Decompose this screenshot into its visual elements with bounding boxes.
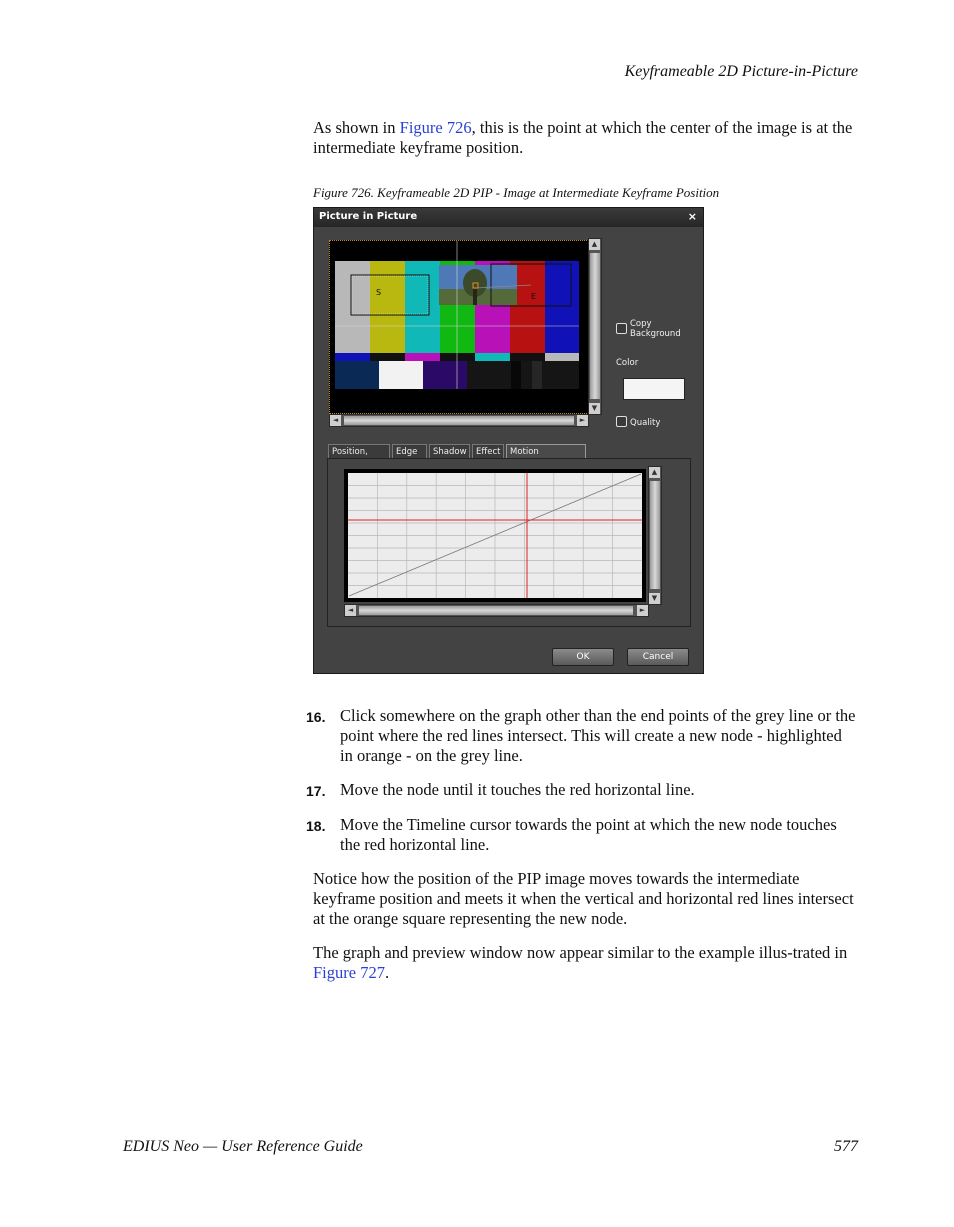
close-icon[interactable]: × (687, 210, 697, 223)
scroll-right-icon[interactable]: ► (577, 415, 588, 426)
quality-label: Quality (630, 418, 661, 428)
graph-scroll-left-icon[interactable]: ◄ (345, 605, 356, 616)
step-number: 17. (306, 783, 326, 799)
color-bars-preview (330, 241, 588, 413)
intro-text-after: , this is the point at which the center of the image is at the intermediate keyframe position. (313, 118, 853, 157)
preview-hscrollbar[interactable] (329, 414, 589, 427)
step-number: 16. (306, 709, 326, 725)
tab-motion-keyframe[interactable]: Motion (506, 444, 586, 458)
step-17 (306, 780, 858, 800)
keyframe-graph-frame (344, 469, 646, 602)
tab-shadow[interactable]: Shadow (429, 444, 470, 458)
hscroll-thumb[interactable] (344, 416, 574, 425)
graph-hscroll-thumb[interactable] (359, 606, 633, 615)
figure-727-link[interactable]: Figure 727 (313, 963, 385, 982)
graph-scroll-up-icon[interactable]: ▲ (649, 467, 660, 478)
closing-text-before: The graph and preview window now appear similar to the example illus-trated in (313, 943, 848, 962)
preview-window[interactable] (329, 240, 589, 414)
intro-paragraph (313, 118, 858, 158)
start-marker: S (376, 288, 382, 297)
tab-edge[interactable]: Edge (392, 444, 427, 458)
step-text: Move the node until it touches the red horizontal line. (340, 780, 695, 799)
graph-vscroll-thumb[interactable] (650, 481, 660, 589)
color-label: Color (616, 358, 639, 368)
figure-726-link[interactable]: Figure 726 (399, 118, 472, 137)
step-text: Move the Timeline cursor towards the point at which the new node touches the red horizontal line. (340, 815, 837, 854)
notice-paragraph: Notice how the position of the PIP image moves towards the intermediate keyframe position and meets it when the vertical and horizontal red lines intersect at the orange square representing the new node. (313, 869, 854, 928)
running-header: Keyframeable 2D Picture-in-Picture (624, 63, 858, 80)
ok-button[interactable]: OK (552, 648, 614, 666)
page-number: 577 (834, 1138, 858, 1155)
copy-background-label: Copy Background (630, 319, 681, 339)
step-text: Click somewhere on the graph other than the end points of the grey line or the point where the red lines intersect. This will create a new node - highlighted in orange - on the grey line. (340, 706, 856, 765)
step-18 (306, 815, 858, 855)
copy-background-checkbox[interactable] (616, 323, 627, 334)
color-swatch[interactable] (623, 378, 685, 400)
closing-paragraph (313, 943, 858, 983)
keyframe-graph[interactable] (344, 469, 646, 602)
intro-text-before: As shown in (313, 118, 400, 137)
step-16 (306, 706, 858, 766)
scroll-left-icon[interactable]: ◄ (330, 415, 341, 426)
figure-caption: Figure 726. Keyframeable 2D PIP - Image at Intermediate Keyframe Position (313, 185, 720, 200)
dialog-title-bar (314, 208, 703, 227)
quality-checkbox[interactable] (616, 416, 627, 427)
pip-dialog (313, 207, 704, 674)
tab-effect[interactable]: Effect (472, 444, 504, 458)
scroll-up-icon[interactable]: ▲ (589, 239, 600, 250)
footer-guide-title: EDIUS Neo — User Reference Guide (123, 1138, 363, 1155)
scroll-down-icon[interactable]: ▼ (589, 403, 600, 414)
dialog-title: Picture in Picture (319, 211, 418, 222)
graph-vscrollbar[interactable] (648, 466, 662, 605)
step-number: 18. (306, 818, 326, 834)
closing-text-after: . (384, 963, 390, 982)
vscroll-thumb[interactable] (590, 253, 600, 399)
cancel-button[interactable]: Cancel (627, 648, 689, 666)
graph-scroll-down-icon[interactable]: ▼ (649, 593, 660, 604)
graph-hscrollbar[interactable] (344, 604, 649, 617)
end-marker: E (531, 292, 537, 301)
tab-position-size[interactable]: Position, (328, 444, 390, 458)
graph-scroll-right-icon[interactable]: ► (637, 605, 648, 616)
preview-vscrollbar[interactable] (588, 238, 602, 415)
